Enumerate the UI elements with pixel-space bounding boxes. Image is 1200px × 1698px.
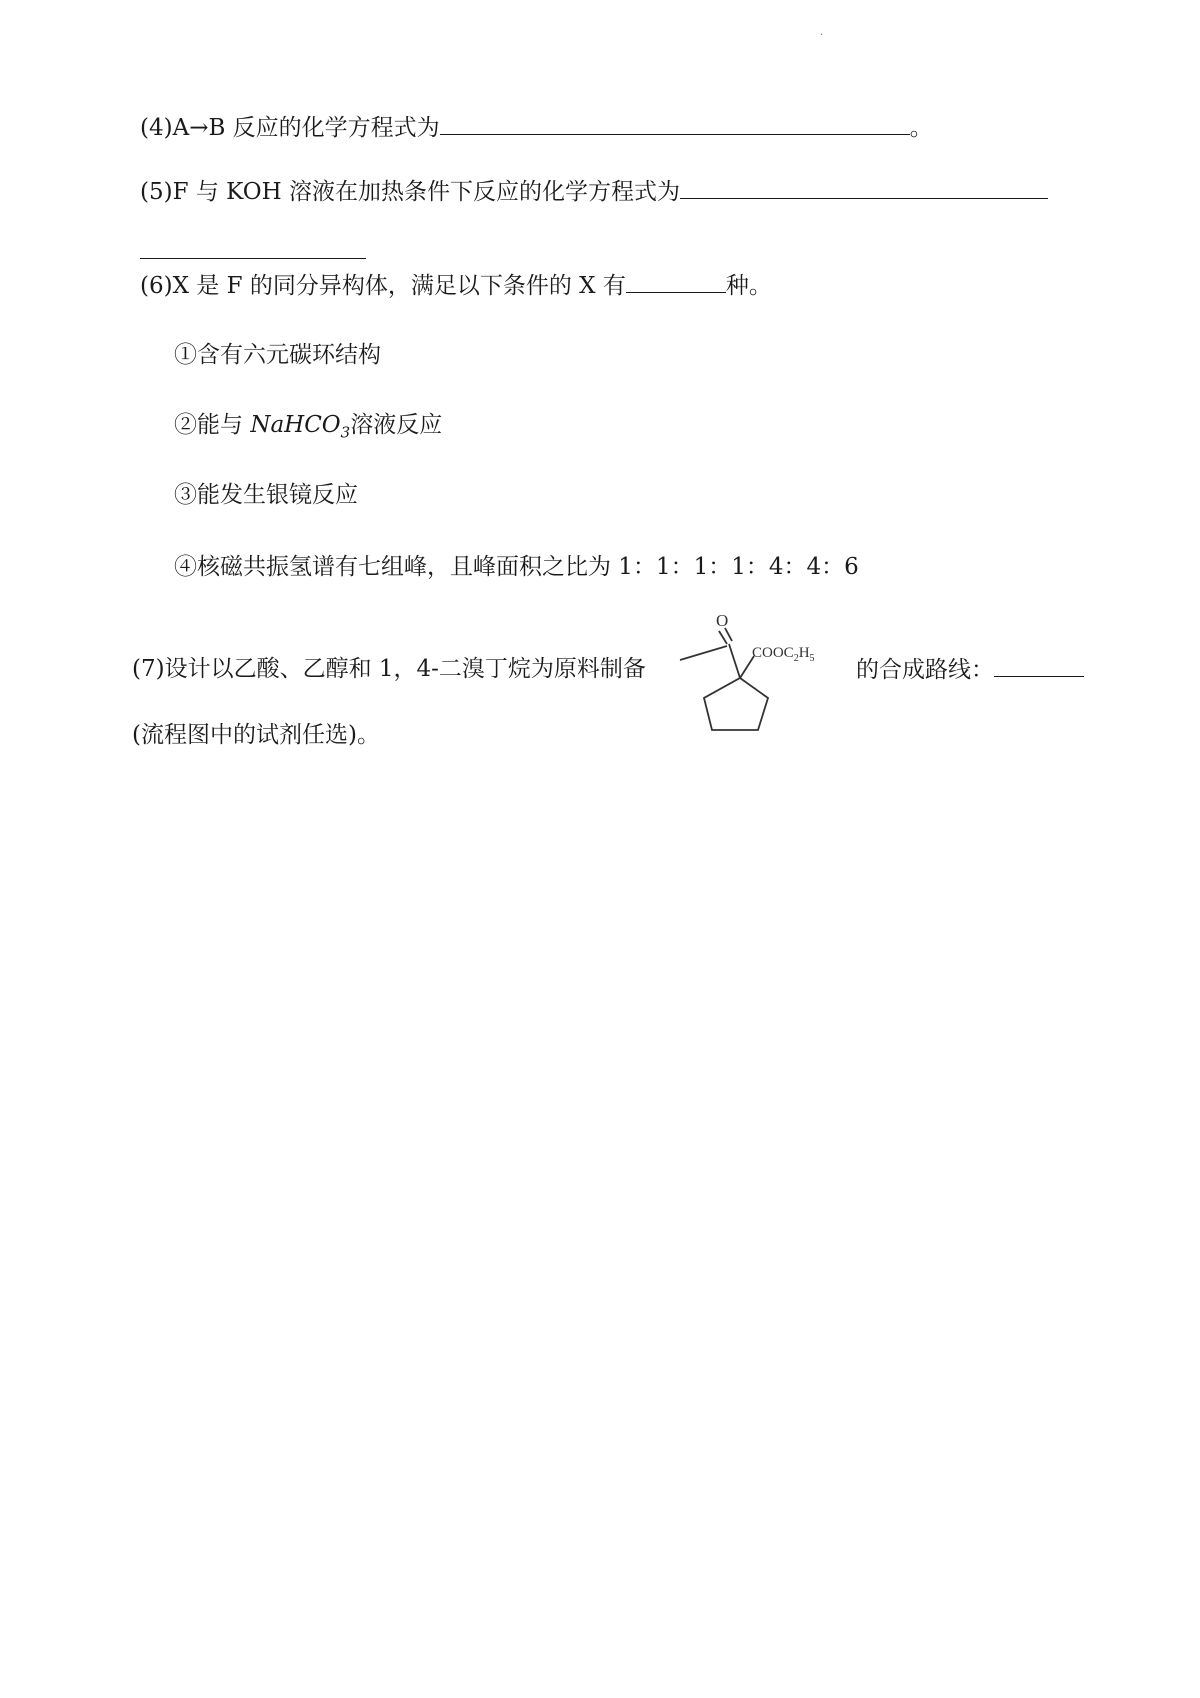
question-6-text: (6)X 是 F 的同分异构体，满足以下条件的 X 有 xyxy=(140,273,626,299)
question-5-continued xyxy=(140,236,366,267)
condition-2-tail: 溶液反应 xyxy=(350,412,443,438)
question-5-text: (5)F 与 KOH 溶液在加热条件下反应的化学方程式为 xyxy=(140,179,680,205)
question-4-tail: 。 xyxy=(909,115,933,141)
question-7-continued xyxy=(856,654,1084,685)
condition-1: ①含有六元碳环结构 xyxy=(174,342,381,368)
condition-3: ③能发生银镜反应 xyxy=(174,482,358,508)
question-7-text: (7)设计以乙酸、乙醇和 1，4-二溴丁烷为原料制备 xyxy=(132,656,646,682)
question-7-answer-blank[interactable] xyxy=(994,654,1084,677)
condition-4: ④核磁共振氢谱有七组峰，且峰面积之比为 1：1：1：1：4：4：6 xyxy=(174,554,859,580)
question-4 xyxy=(140,112,933,143)
question-4-answer-blank[interactable] xyxy=(440,112,910,135)
question-5-answer-blank-2[interactable] xyxy=(140,236,366,259)
header-mark: · xyxy=(820,30,824,41)
question-7-tail: 的合成路线： xyxy=(856,657,994,683)
question-5 xyxy=(140,176,1048,207)
question-4-text: (4)A→B 反应的化学方程式为 xyxy=(140,115,440,141)
question-6-answer-blank[interactable] xyxy=(626,270,726,293)
question-6-tail: 种。 xyxy=(725,273,772,299)
condition-2 xyxy=(174,410,442,448)
molecule-oxygen-label: O xyxy=(716,611,729,630)
condition-2-text: ②能与 xyxy=(174,412,243,438)
nahco3-formula: NaHCO$_3$ xyxy=(250,412,351,442)
question-7 xyxy=(132,654,646,684)
molecule-ester-label: $COOC_2H_5$ xyxy=(752,645,815,664)
question-7-note: (流程图中的试剂任选)。 xyxy=(132,722,380,748)
question-6 xyxy=(140,270,772,301)
target-molecule-structure xyxy=(672,606,842,736)
question-5-answer-blank-1[interactable] xyxy=(680,176,1048,199)
